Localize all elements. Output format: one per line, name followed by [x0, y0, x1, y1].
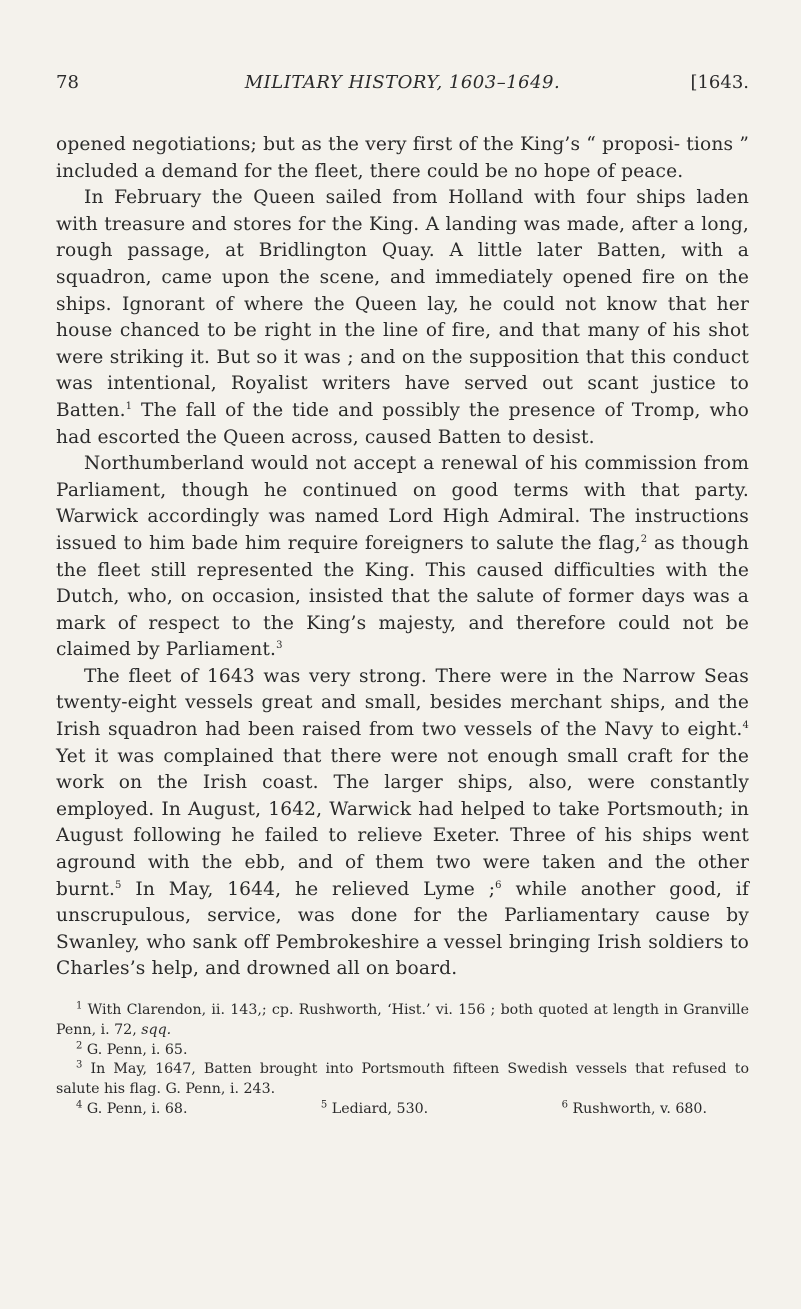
footnote-text: sqq.	[141, 1021, 172, 1038]
running-year: [1643.	[690, 72, 749, 93]
running-title: MILITARY HISTORY, 1603–1649.	[244, 72, 561, 93]
paragraph-text: Northumberland would not accept a renewal of his commission from Parliament, though he continued on good terms with that party. Warwick accordingly was named Lord High Admiral. The instructions issued to him bade him require foreigners to salute the flag,	[56, 453, 749, 554]
footnote-mark: 3	[76, 1059, 83, 1071]
footnote-text: With Clarendon, ii. 143,; cp. Rushworth, ‘Hist.’ vi. 156 ; both quoted at length in Granville Penn, i. 72,	[56, 1002, 749, 1038]
footnote	[562, 1100, 707, 1120]
paragraph-text: In May, 1644, he relieved Lyme ;	[121, 878, 496, 900]
paragraph-text: as though the fleet still represented the King. This caused difficulties with the Dutch, who, on occasion, insisted that the salute of former days was a mark of respect to the King’s majesty, and therefore could not be claimed by Parliament.	[56, 532, 749, 661]
paragraph-text: opened negotiations; but as the very first of the King’s “ proposi- tions ” included a demand for the fleet, there could be no hope of peace.	[56, 134, 749, 182]
page-number: 78	[56, 72, 79, 93]
footnote-ref: 4	[742, 719, 749, 731]
running-head	[56, 70, 749, 96]
book-page	[56, 70, 749, 1120]
footnote-mark: 1	[76, 1000, 83, 1012]
paragraph-text: The fall of the tide and possibly the presence of Tromp, who had escorted the Queen across, caused Batten to desist.	[56, 399, 749, 448]
footnote	[56, 1041, 749, 1061]
body-text	[56, 132, 749, 983]
footnote	[56, 1001, 749, 1041]
footnote-mark: 5	[320, 1099, 328, 1111]
paragraph	[56, 132, 749, 185]
footnote-mark: 6	[561, 1099, 568, 1111]
footnote-ref: 6	[495, 879, 502, 891]
paragraph	[56, 664, 749, 983]
footnote	[321, 1100, 428, 1120]
footnote-row	[56, 1100, 749, 1120]
footnote	[56, 1060, 749, 1100]
footnote-text: G. Penn, i. 65.	[86, 1041, 188, 1058]
footnote-text: Lediard, 530.	[331, 1100, 429, 1117]
paragraph	[56, 185, 749, 451]
footnote-mark: 2	[76, 1039, 83, 1051]
footnote-ref: 1	[125, 400, 133, 412]
footnotes	[56, 1001, 749, 1120]
footnote-ref: 3	[276, 640, 283, 652]
paragraph-text: while another good, if unscrupulous, service, was done for the Parliamentary cause by Swanley, who sank off Pembrokeshire a vessel bringing Irish soldiers to Charles’s help, and drowned all on board.	[56, 878, 749, 980]
footnote-ref: 2	[640, 533, 648, 545]
paragraph-text: The fleet of 1643 was very strong. There were in the Narrow Seas twenty-eight vessels great and small, besides merchant ships, and the Irish squadron had been raised from two vessels of the Navy to eight.	[56, 665, 749, 741]
footnote-text: G. Penn, i. 68.	[86, 1100, 188, 1117]
paragraph-text: In February the Queen sailed from Holland with four ships laden with treasure and stores for the King. A landing was made, after a long, rough passage, at Bridlington Quay. A little later Batten, with a squadron, came upon the scene, and immediately opened fire on the ships. Ignorant of where the Queen lay, he could not know that her house chanced to be right in the line of fire, and that many of his shot were striking it. But so it was ; and on the supposition that this conduct was intentional, Royalist writers have served out scant justice to Batten.	[56, 187, 749, 421]
footnote	[76, 1100, 187, 1120]
paragraph-text: Yet it was complained that there were not enough small craft for the work on the Irish coast. The larger ships, also, were constantly employed. In August, 1642, Warwick had helped to take Portsmouth; in August following he failed to relieve Exeter. Three of his ships went aground with the ebb, and of them two were taken and the other burnt.	[56, 745, 749, 900]
paragraph	[56, 451, 749, 664]
footnote-mark: 4	[76, 1099, 83, 1111]
footnote-ref: 5	[115, 879, 122, 891]
footnote-text: In May, 1647, Batten brought into Portsmouth fifteen Swedish vessels that refused to salute his flag. G. Penn, i. 243.	[56, 1061, 749, 1098]
footnote-text: Rushworth, v. 680.	[572, 1100, 707, 1117]
